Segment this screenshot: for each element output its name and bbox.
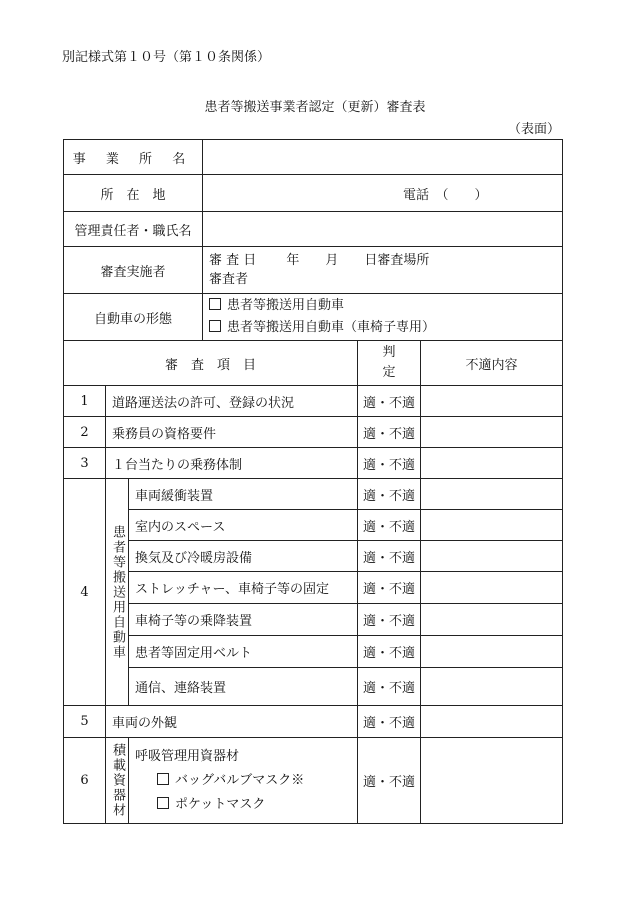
row-number: 2 <box>64 417 106 448</box>
group6-items <box>129 738 358 824</box>
row-item: 道路運送法の許可、登録の状況 <box>106 386 358 417</box>
row-ng[interactable] <box>421 636 563 668</box>
row-number: 5 <box>64 706 106 738</box>
row-judge[interactable]: 適・不適 <box>358 738 421 824</box>
row-judge[interactable]: 適・不適 <box>358 636 421 668</box>
row-ng[interactable] <box>421 479 563 510</box>
row-ng[interactable] <box>421 668 563 706</box>
pocket-mask-label: ポケットマスク <box>175 796 266 812</box>
table-row <box>64 636 563 668</box>
row-item: 室内のスペース <box>129 510 358 541</box>
row-item: 乗務員の資格要件 <box>106 417 358 448</box>
judge-header-top: 判 <box>382 345 396 360</box>
vehicle-opt1-checkbox[interactable] <box>209 298 221 310</box>
row-ng[interactable] <box>421 417 563 448</box>
row-item: 車両の外観 <box>106 706 358 738</box>
row-ng[interactable] <box>421 510 563 541</box>
row-item: １台当たりの乗務体制 <box>106 448 358 479</box>
office-name-label: 事 業 所 名 <box>64 140 203 175</box>
row-judge[interactable]: 適・不適 <box>358 541 421 572</box>
table-row <box>64 510 563 541</box>
side-label: （表面） <box>507 122 560 137</box>
items-header: 審 査 項 目 <box>64 341 358 386</box>
row-ng[interactable] <box>421 386 563 417</box>
row-judge[interactable]: 適・不適 <box>358 417 421 448</box>
group4-label-text: 患者等搬送用自動車 <box>110 524 125 660</box>
inspection-table <box>63 139 563 824</box>
page-title: 患者等搬送事業者認定（更新）審査表 <box>204 100 426 115</box>
row-ng[interactable] <box>421 448 563 479</box>
location-field[interactable] <box>203 175 563 212</box>
row-ng[interactable] <box>421 541 563 572</box>
inspector-line: 審査者 <box>209 272 249 287</box>
row-judge[interactable]: 適・不適 <box>358 604 421 636</box>
row-item: 車椅子等の乗降装置 <box>129 604 358 636</box>
row-item: 換気及び冷暖房設備 <box>129 541 358 572</box>
row-judge[interactable]: 適・不適 <box>358 706 421 738</box>
form-label: 別記様式第１０号（第１０条関係） <box>62 50 271 65</box>
pocket-mask-checkbox[interactable] <box>157 797 169 809</box>
row-item: 車両緩衝装置 <box>129 479 358 510</box>
row-number: 3 <box>64 448 106 479</box>
table-row <box>64 738 563 824</box>
row-judge[interactable]: 適・不適 <box>358 510 421 541</box>
group4-label <box>106 479 129 706</box>
row-judge[interactable]: 適・不適 <box>358 448 421 479</box>
vehicle-opt2-label: 患者等搬送用自動車（車椅子専用） <box>227 320 436 335</box>
group6-number: 6 <box>64 738 106 824</box>
table-row <box>64 706 563 738</box>
row-ng[interactable] <box>421 604 563 636</box>
table-row <box>64 604 563 636</box>
vehicle-opt2-checkbox[interactable] <box>209 320 221 332</box>
group4-number: 4 <box>64 479 106 706</box>
table-row <box>64 479 563 510</box>
row-judge[interactable]: 適・不適 <box>358 386 421 417</box>
row-item: 通信、連絡装置 <box>129 668 358 706</box>
row-number: 1 <box>64 386 106 417</box>
table-row <box>64 417 563 448</box>
manager-field[interactable] <box>203 212 563 247</box>
bvm-label: バッグバルブマスク※ <box>175 772 305 788</box>
row-item: 患者等固定用ベルト <box>129 636 358 668</box>
ng-header: 不適内容 <box>421 341 563 386</box>
manager-label: 管理責任者・職氏名 <box>64 212 203 247</box>
inspector-label: 審査実施者 <box>64 247 203 294</box>
row-judge[interactable]: 適・不適 <box>358 479 421 510</box>
group6-label <box>106 738 129 824</box>
row-ng[interactable] <box>421 706 563 738</box>
row-item: ストレッチャー、車椅子等の固定 <box>129 572 358 604</box>
vehicle-type-label: 自動車の形態 <box>64 294 203 341</box>
vehicle-opt1-label: 患者等搬送用自動車 <box>227 298 345 313</box>
row-ng[interactable] <box>421 572 563 604</box>
judge-header <box>358 341 421 386</box>
judge-header-bottom: 定 <box>382 365 396 380</box>
group6-item-title: 呼吸管理用資器材 <box>135 748 240 764</box>
row-judge[interactable]: 適・不適 <box>358 668 421 706</box>
table-row <box>64 668 563 706</box>
table-row <box>64 541 563 572</box>
inspection-info[interactable] <box>203 247 563 294</box>
table-row <box>64 448 563 479</box>
office-name-field[interactable] <box>203 140 563 175</box>
group6-label-text: 積載資器材 <box>110 743 125 818</box>
table-row <box>64 572 563 604</box>
inspection-date-line: 審 査 日 年 月 日審査場所 <box>209 253 430 268</box>
vehicle-type-options <box>203 294 563 341</box>
location-label: 所 在 地 <box>64 175 203 212</box>
row-judge[interactable]: 適・不適 <box>358 572 421 604</box>
table-row <box>64 386 563 417</box>
phone-label: 電話 （ ） <box>403 187 488 203</box>
row-ng[interactable] <box>421 738 563 824</box>
bvm-checkbox[interactable] <box>157 773 169 785</box>
